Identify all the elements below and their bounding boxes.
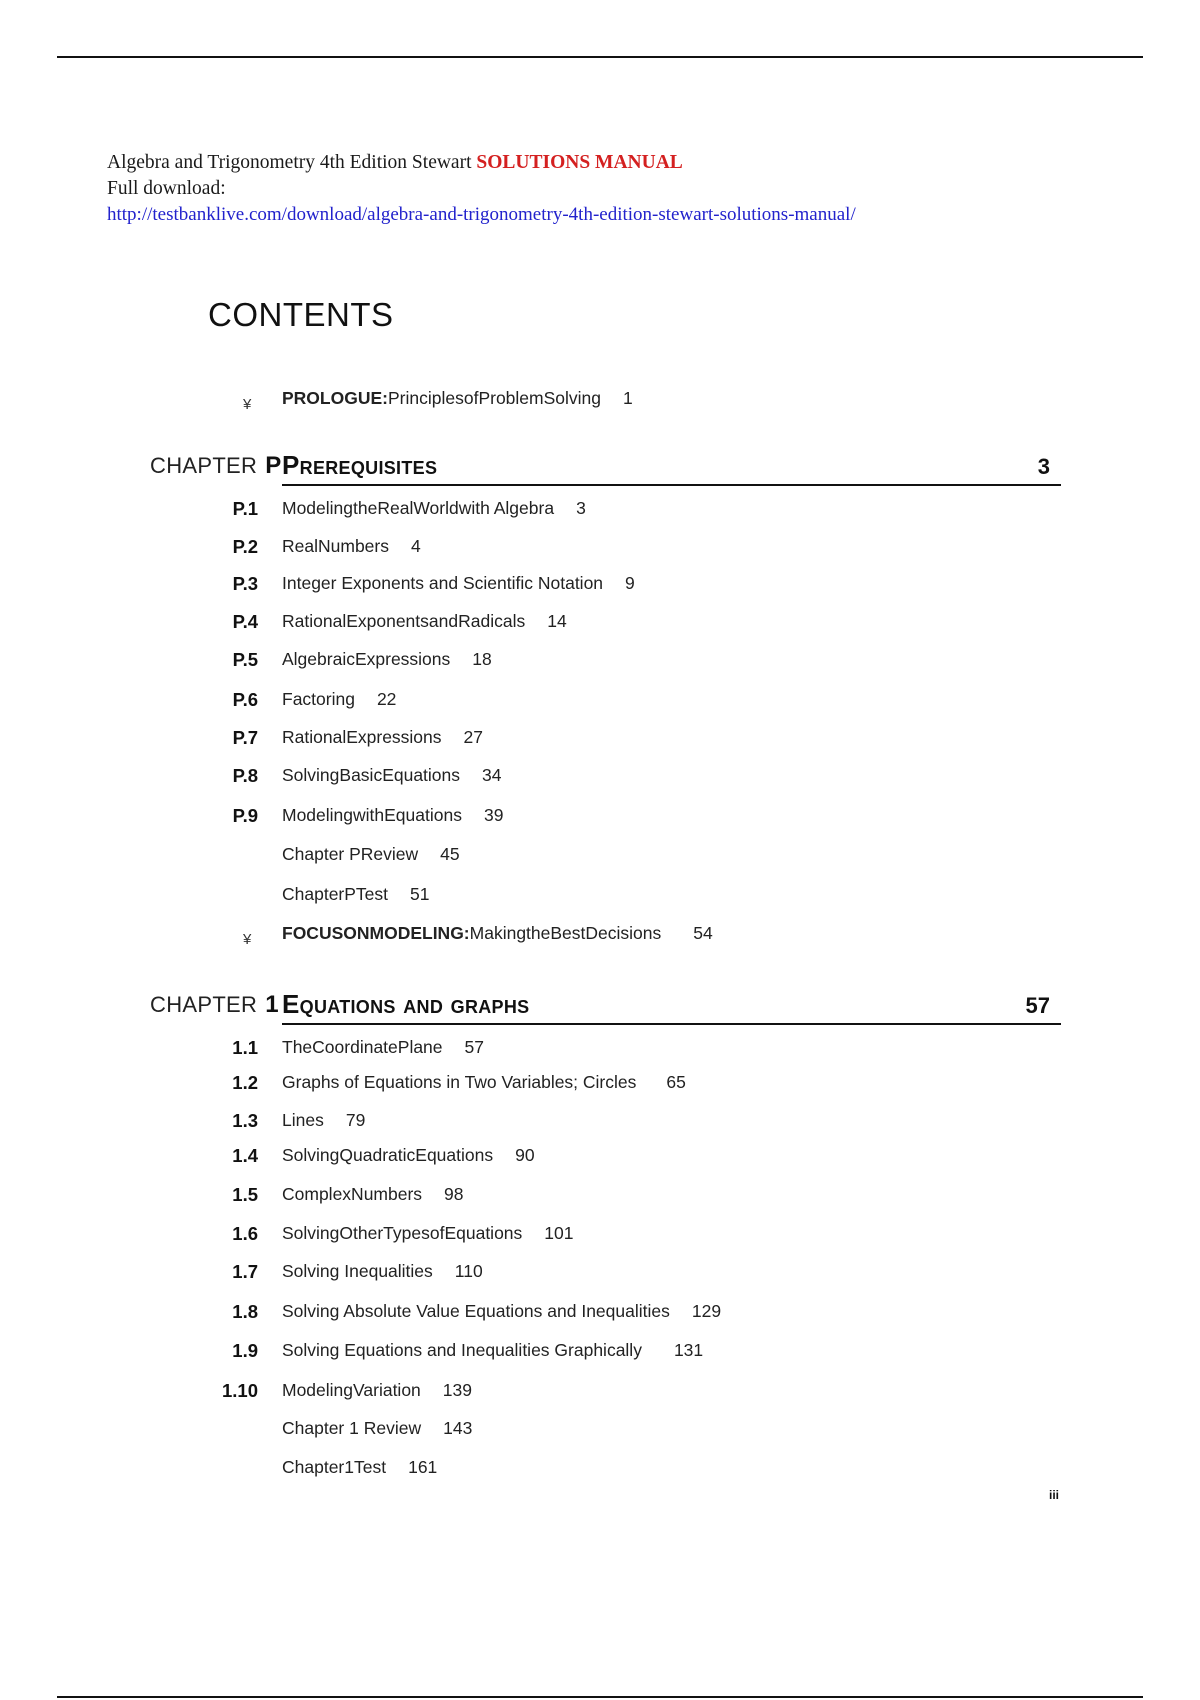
toc-entry[interactable] <box>0 498 1200 524</box>
top-rule <box>57 56 1143 58</box>
chapter-rule <box>282 1023 1061 1025</box>
toc-entry[interactable] <box>0 1340 1200 1366</box>
section-title: RealNumbers <box>282 536 389 556</box>
section-title: AlgebraicExpressions <box>282 649 451 669</box>
section-title: Chapter1Test <box>282 1457 387 1477</box>
section-number: P.7 <box>232 727 258 748</box>
prologue-title: PrinciplesofProblemSolving <box>387 388 602 408</box>
section-page: 22 <box>376 689 397 709</box>
bullet-icon: ¥ <box>243 931 252 948</box>
section-page: 129 <box>691 1301 722 1321</box>
toc-entry[interactable] <box>0 1145 1200 1171</box>
chapter-1-label-group <box>150 991 279 1019</box>
toc-entry[interactable] <box>0 649 1200 675</box>
toc-entry[interactable] <box>0 805 1200 831</box>
toc-focus-on-modeling[interactable] <box>0 923 1200 949</box>
section-page: 101 <box>544 1223 574 1243</box>
bottom-rule <box>57 1696 1143 1698</box>
chapter-p-heading[interactable] <box>0 446 1200 486</box>
toc-entry[interactable] <box>0 573 1200 599</box>
section-number: 1.10 <box>221 1380 258 1401</box>
toc-entry[interactable] <box>0 1072 1200 1098</box>
chapter-number: 1 <box>265 991 279 1018</box>
focus-title: MakingtheBestDecisions <box>469 923 662 943</box>
section-number: 1.8 <box>232 1301 258 1322</box>
toc-entry[interactable] <box>0 1418 1200 1444</box>
section-number: P.5 <box>232 649 258 670</box>
section-page: 79 <box>345 1110 366 1130</box>
section-title: Integer Exponents and Scientific Notation <box>282 573 604 593</box>
section-page: 3 <box>576 498 586 518</box>
section-page: 39 <box>483 805 504 825</box>
section-title: RationalExponentsandRadicals <box>282 611 526 631</box>
solutions-manual-label: SOLUTIONS MANUAL <box>476 152 683 173</box>
section-title: Factoring <box>282 689 355 709</box>
section-number: 1.6 <box>232 1223 258 1244</box>
page-number: iii <box>1049 1488 1060 1502</box>
toc-entry[interactable] <box>0 727 1200 753</box>
toc-entry[interactable] <box>0 536 1200 562</box>
chapter-rule <box>282 484 1061 486</box>
section-title: ModelingVariation <box>282 1380 421 1400</box>
toc-prologue[interactable] <box>0 388 1200 414</box>
bullet-icon: ¥ <box>243 396 252 413</box>
chapter-page: 57 <box>1025 993 1050 1018</box>
section-title: ModelingwithEquations <box>282 805 462 825</box>
toc-entry[interactable] <box>0 1301 1200 1327</box>
section-number: 1.1 <box>232 1037 258 1058</box>
section-title: Graphs of Equations in Two Variables; Circles <box>282 1072 637 1092</box>
toc-entry[interactable] <box>0 1457 1200 1483</box>
section-title: Solving Equations and Inequalities Graphically <box>282 1340 642 1360</box>
prologue-page: 1 <box>623 388 633 408</box>
section-page: 34 <box>482 765 502 785</box>
section-page: 18 <box>472 649 492 669</box>
section-title: SolvingBasicEquations <box>282 765 461 785</box>
section-title: SolvingOtherTypesofEquations <box>282 1223 523 1243</box>
section-title: RationalExpressions <box>282 727 442 747</box>
section-page: 4 <box>410 536 421 556</box>
section-page: 143 <box>443 1418 473 1438</box>
section-number: 1.4 <box>232 1145 258 1166</box>
section-number: P.6 <box>232 689 258 710</box>
toc-entry[interactable] <box>0 1223 1200 1249</box>
toc-entry[interactable] <box>0 611 1200 637</box>
contents-heading: CONTENTS <box>208 296 394 333</box>
section-title: SolvingQuadraticEquations <box>282 1145 494 1165</box>
chapter-title: Prerequisites <box>282 450 438 480</box>
section-number: P.8 <box>232 765 258 786</box>
section-number: 1.2 <box>232 1072 258 1093</box>
section-title: Chapter PReview <box>282 844 419 864</box>
toc-entry[interactable] <box>0 844 1200 870</box>
section-number: 1.9 <box>232 1340 258 1361</box>
chapter-number: P <box>265 452 282 479</box>
document-header <box>107 150 856 228</box>
section-title: ModelingtheRealWorldwith Algebra <box>282 498 555 518</box>
chapter-title: Equations and graphs <box>282 989 530 1019</box>
focus-page: 54 <box>693 923 713 943</box>
toc-entry[interactable] <box>0 1184 1200 1210</box>
toc-entry[interactable] <box>0 1380 1200 1406</box>
book-title: Algebra and Trigonometry 4th Edition Stewart <box>107 152 472 173</box>
download-label: Full download: <box>107 178 226 199</box>
toc-entry[interactable] <box>0 1037 1200 1063</box>
section-page: 65 <box>666 1072 686 1092</box>
section-title: TheCoordinatePlane <box>282 1037 443 1057</box>
section-page: 90 <box>515 1145 535 1165</box>
section-page: 131 <box>673 1340 704 1360</box>
prologue-label: PROLOGUE: <box>282 388 388 408</box>
toc-entry[interactable] <box>0 1110 1200 1136</box>
toc-entry[interactable] <box>0 765 1200 791</box>
section-page: 110 <box>454 1261 483 1281</box>
header-title-line <box>107 150 856 176</box>
section-title: Solving Absolute Value Equations and Inequalities <box>282 1301 670 1321</box>
section-number: P.2 <box>232 536 258 557</box>
section-title: ChapterPTest <box>282 884 389 904</box>
section-page: 9 <box>625 573 635 593</box>
section-page: 98 <box>444 1184 464 1204</box>
section-page: 161 <box>408 1457 438 1477</box>
section-number: 1.3 <box>232 1110 258 1131</box>
chapter-label: CHAPTER <box>150 453 258 478</box>
toc-entry[interactable] <box>0 1261 1200 1287</box>
section-title: Chapter 1 Review <box>282 1418 422 1438</box>
section-title: Lines <box>282 1110 324 1130</box>
chapter-label: CHAPTER <box>150 992 258 1017</box>
section-number: P.9 <box>232 805 258 826</box>
section-page: 27 <box>463 727 483 747</box>
download-link[interactable]: http://testbanklive.com/download/algebra-and-trigonometry-4th-edition-stewart-solutions-manual/ <box>107 204 856 225</box>
chapter-1-heading[interactable] <box>0 985 1200 1025</box>
section-number: 1.5 <box>232 1184 258 1205</box>
toc-entry[interactable] <box>0 689 1200 715</box>
section-number: P.4 <box>232 611 258 632</box>
section-number: P.1 <box>232 498 258 519</box>
section-page: 45 <box>440 844 460 864</box>
chapter-page: 3 <box>1037 454 1050 479</box>
section-page: 139 <box>442 1380 472 1400</box>
section-number: P.3 <box>232 573 258 594</box>
section-title: ComplexNumbers <box>282 1184 423 1204</box>
section-page: 51 <box>410 884 430 904</box>
focus-label: FOCUSONMODELING: <box>282 923 470 943</box>
section-number: 1.7 <box>232 1261 258 1282</box>
section-title: Solving Inequalities <box>282 1261 433 1281</box>
section-page: 57 <box>464 1037 484 1057</box>
toc-entry[interactable] <box>0 884 1200 910</box>
chapter-p-label-group <box>150 452 282 480</box>
section-page: 14 <box>547 611 567 631</box>
